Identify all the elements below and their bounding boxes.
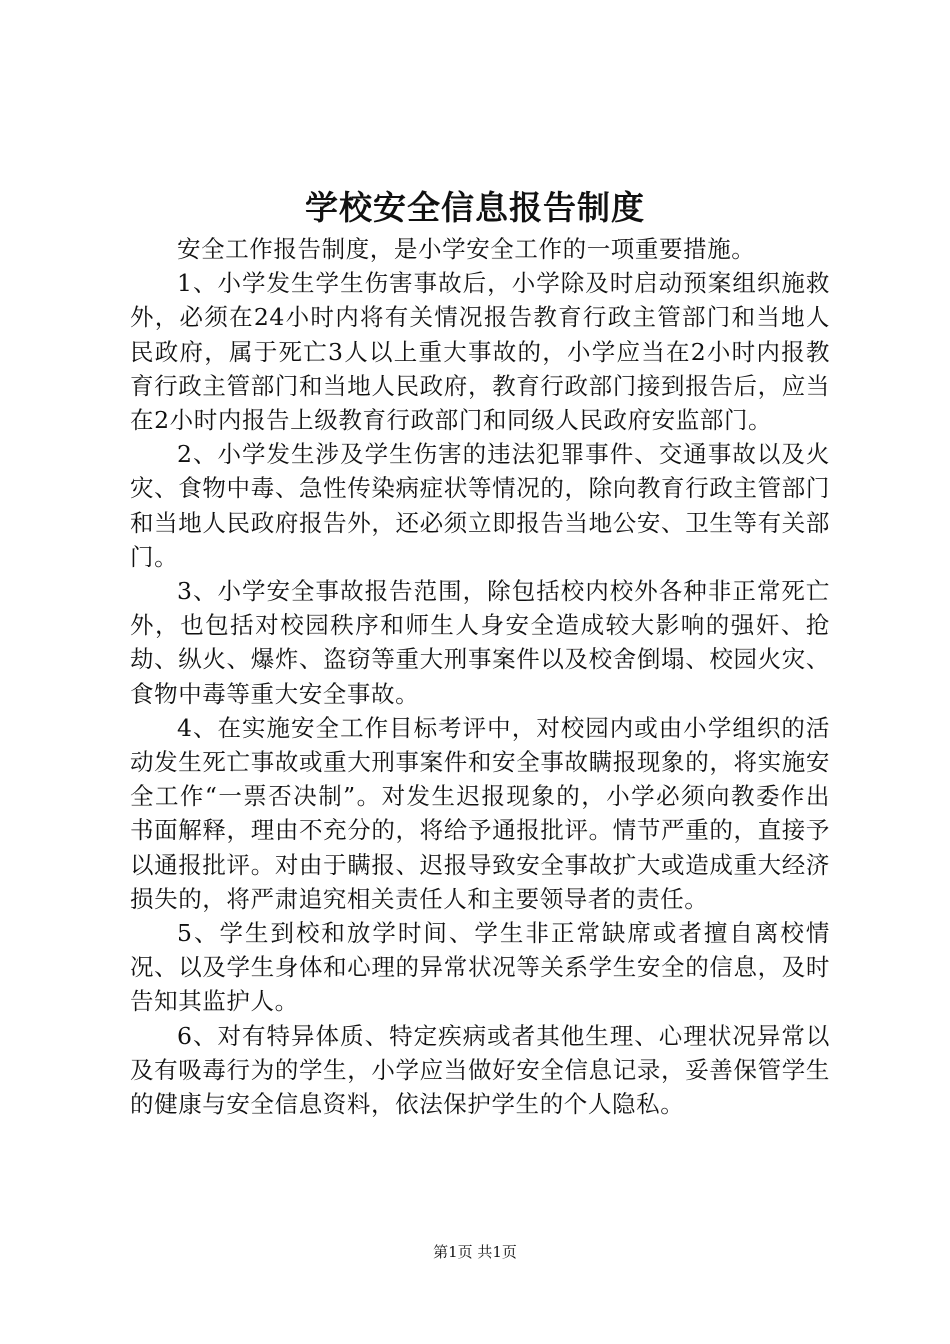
paragraph-item-6: 6、对有特异体质、特定疾病或者其他生理、心理状况异常以及有吸毒行为的学生，小学应当做好安全信息记录，妥善保管学生的健康与安全信息资料，依法保护学生的个人隐私。 [130, 1021, 830, 1119]
paragraph-item-4: 4、在实施安全工作目标考评中，对校园内或由小学组织的活动发生死亡事故或重大刑事案件和安全事故瞒报现象的，将实施安全工作“一票否决制”。对发生迟报现象的，小学必须向教委作出书面解释，理由不充分的，将给予通报批评。情节严重的，直接予以通报批评。对由于瞒报、迟报导致安全事故扩大或造成重大经济损失的，将严肃追究相关责任人和主要领导者的责任。 [130, 713, 830, 913]
paragraph-intro: 安全工作报告制度，是小学安全工作的一项重要措施。 [177, 235, 756, 263]
document-title: 学校安全信息报告制度 [305, 188, 645, 227]
paragraph-item-3: 3、小学安全事故报告范围，除包括校内校外各种非正常死亡外，也包括对校园秩序和师生人身安全造成较大影响的强奸、抢劫、纵火、爆炸、盗窃等重大刑事案件以及校舍倒塌、校园火灾、食物中毒等重大安全事故。 [130, 577, 830, 708]
paragraph-item-2: 2、小学发生涉及学生伤害的违法犯罪事件、交通事故以及火灾、食物中毒、急性传染病症状等情况的，除向教育行政主管部门和当地人民政府报告外，还必须立即报告当地公安、卫生等有关部门。 [130, 440, 830, 571]
paragraph-item-5: 5、学生到校和放学时间、学生非正常缺席或者擅自离校情况、以及学生身体和心理的异常状况等关系学生安全的信息，及时告知其监护人。 [130, 919, 830, 1016]
page-footer: 第1页 共1页 [433, 1243, 517, 1261]
paragraph-item-1: 1、小学发生学生伤害事故后，小学除及时启动预案组织施救外，必须在24小时内将有关情况报告教育行政主管部门和当地人民政府，属于死亡3人以上重大事故的，小学应当在2小时内报教育行政主管部门和当地人民政府，教育行政部门接到报告后，应当在2小时内报告上级教育行政部门和同级人民政府安监部门。 [130, 269, 830, 435]
document-body [130, 232, 830, 1121]
